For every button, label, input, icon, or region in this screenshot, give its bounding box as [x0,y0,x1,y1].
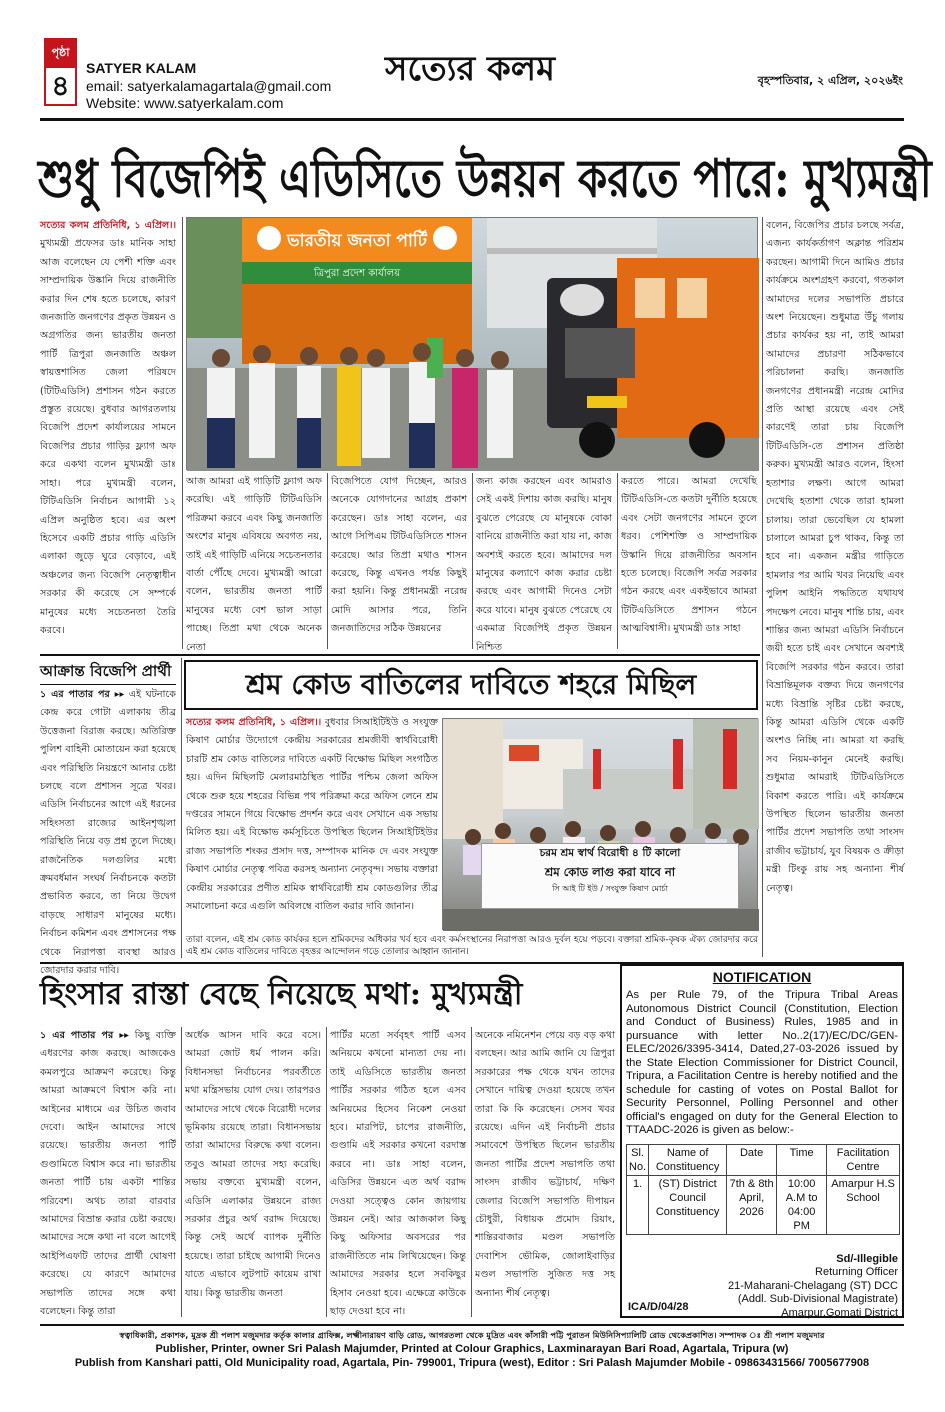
story2-text: বুধবার সিআইটিইউ ও সংযুক্ত কিষাণ মোর্চার উদ্যোগে কেন্দ্রীয় সরকারের শ্রমজীবী স্বার্থবিরোধী চারটি শ্রম কোড বাতিলের দাবিতে একটি বিক্ষোভ মিছিল সংগঠিত হয়। এদিন মিছিলটি মেলারমাঠস্থিত পার্টির পশ্চিম জেলা অফিস থেকে শুরু হয়ে শহরের বিভিন্ন পথ পরিক্রমা করে অফিস লেনে শ্রম দপ্তরের সামনে গিয়ে বিক্ষোভ প্রদর্শন করে এবং সেখানে এক সভায় মিলিত হয়। এই বিক্ষোভ কর্মসূচিতে উপস্থিত ছিলেন সিআইটিইউর রাজ্য সভাপতি শংকর প্রসাদ দত্ত, সম্পাদক মানিক দে এবং সংযুক্ত কিষাণ মোর্চার নেতৃত্ব পবিত্র করসহ অন্যান্য নেতৃবৃন্দ। সভায় বক্তারা কেন্দ্রীয় সরকারের প্রণীত শ্রমিক স্বার্থবিরোধী শ্রম কোডগুলির তীব্র সমালোচনা করে এগুলি অবিলম্বে বাতিল করার দাবি জানান। [186,717,438,913]
story3-jump: ১ এর পাতার পর ▸▸ [40,1030,129,1041]
notification-box [620,964,904,1318]
notification-ref: ICA/D/04/28 [628,1301,689,1313]
sidebar-text: এই ঘটনাকে কেন্দ্র করে গোটা এলাকায় তীব্র উত্তেজনা বিরাজ করছে। অতিরিক্ত পুলিশ বাহিনী মোতায়েন করা হয়েছে এবং পরিস্থিতি নিয়ন্ত্রণে আনার চেষ্টা চলছে বলে প্রশাসন সূত্রে খবর। এডিসি নির্বাচনের আগে এই ধরনের সহিংসতা রাজ্যের আইনশৃঙ্খলা পরিস্থিতি নিয়ে বড় প্রশ্ন তুলে দিচ্ছে। রাজনৈতিক দলগুলির মধ্যে ক্রমবর্ধমান সংঘর্ষ নির্বাচনকে কতটা প্রভাবিত করবে, তা নিয়ে উদ্বেগ বাড়ছে সাধারণ মানুষের মধ্যে। নির্বাচন কমিশন এবং প্রশাসনের পক্ষ থেকে নিরাপত্তা ব্যবস্থা আরও জোরদার করার দাবি। [40,689,176,977]
story1-col4: জন্য কাজ করছেন এবং আমরাও সেই একই দিশায় কাজ করছি। মানুষ বুঝতে পেরেছে যে মানুষকে বোকা বানিয়ে রাজনীতি করা যায় না, কাজ অবশ্যই করতে হবে। আমাদের দল মানুষের কল্যাণে কাজ করার চেষ্টা করছে এবং আগামী দিনেও সেটা করে যাবে। মানুষ বুঝতে পেরেছে যে একমাত্র বিজেপিই প্রকৃত উন্নয়ন নিশ্চিত [476,476,612,653]
sidebar-headline: আক্রান্ত বিজেপি প্রার্থী [40,662,172,680]
page-number: ৪ [51,69,70,102]
col-divider [471,1027,472,1317]
paper-name-en: SATYER KALAM [86,60,197,76]
photo-banner-title: ভারতীয় জনতা পার্টি [286,231,428,251]
table-cell: 10:00 A.M to 04:00 PM [777,1175,827,1234]
col-divider [327,473,328,649]
masthead: সত্যের কলম [384,49,556,89]
sign-line: Amarpur,Gomati District [781,1306,898,1319]
story1-col3: বিজেপিতে যোগ দিচ্ছেন, আরও অনেকে যোগদানের আগ্রহ প্রকাশ করেছেন। ডাঃ সাহা বলেন, এর আগে সিপিএম টিটিএডিসিতে শাসন করেছে। আর তিপ্রা মথাও শাসন করেছে, কিন্তু এখনও পর্যন্ত কিছুই করা হয়নি। কিন্তু প্রধানমন্ত্রী নরেন্দ্র মোদি আসার পরে, তিনি জনজাতিদের সঠিক উন্নয়নের [331,476,467,635]
sidebar-jump: ১ এর পাতার পর ▸▸ [40,689,125,700]
col-divider [326,1027,327,1317]
table-header: Facilitation Centre [827,1144,900,1175]
story2-body [186,714,438,936]
website-line: Website: www.satyerkalam.com [86,95,284,111]
issue-date: বৃহস্পতিবার, ২ এপ্রিল, ২০২৬ইং [757,74,903,87]
col-divider [182,217,183,649]
story1-lead: মুখ্যমন্ত্রী প্রফেসর ডাঃ মানিক সাহা আজ বলেছেন যে পেশী শক্তি এবং সাম্প্রদায়িক উষ্কানি দিয়ে রাজনীতি করার দিন শেষ হতে চলেছে, কারণ জনজাতি জনগণের প্রকৃত উন্নয়ন ও অগ্রগতির জন্য ভারতীয় জনতা পার্টি ত্রিপুরা জনজাতি অঞ্চল স্বায়ত্তশাসিত জেলা পরিষদে (টিটিএডিসি) প্রশাসন গঠন করতে প্রস্তুত রয়েছে। বুধবার আগরতলায় বিজেপি প্রদেশ কার্যালয়ের সামনে বিজেপির প্রচার গাড়ির ফ্ল্যাগ অফ করে একথা বলেন মুখ্যমন্ত্রী ডাঃ সাহা। পরে মুখ্যমন্ত্রী বলেন, টিটিএডিসি নির্বাচন আগামী ১২ এপ্রিল অনুষ্ঠিত হবে। এর অংশ হিসেবে একটি প্রচার গাড়ি এডিসি এলাকা জুড়ে ঘুরে বেড়াবে, এই অঞ্চলের জন্য বিজেপি নেতৃত্বাধীন সরকার কী করেছে সে সম্পর্কে মানুষের মধ্যে সচেতনতা তৈরি করবে। [40,238,176,636]
story1-col6: বলেন, বিজেপির প্রচার চলছে সর্বত্র, এজন্য কার্যকর্তাগণ অক্লান্ত পরিশ্রম করছেন। আগামী দিনে আমিও প্রচার কার্যক্রমে অংশগ্রহণ করবো, গতকাল আমাদের দলের সভাপতি প্রচারে অংশ নিয়েছেন। শুধুমাত্র উঁচু গলায় প্রচার কার্যকর হয় না, তাই আমরা আমাদের প্রচারণা সঠিকভাবে পরিচালনা করছি। জনজাতি জনগণের প্রধানমন্ত্রী নরেন্দ্র মোদির প্রতি আস্থা রয়েছে এবং সেই কারণেই তারা চায় বিজেপি টিটিএডিসি-তে প্রশাসন প্রতিষ্ঠা করুক। মুখ্যমন্ত্রী আরও বলেন, হিংসা হতাশার লক্ষণ। আগে আমরা দেখেছি হতাশা থেকে তারা হামলা চালায়। তারা ভেবেছিল যে হামলা চালালে আমরা চুপ থাকব, কিন্তু তা হবে না। একজন মন্ত্রীর গাড়িতে হামলার পর আমি খবর নিয়েছি এবং পুলিশ আইনি পদ্ধতিতে যথাযথ পদক্ষেপ নেবে। মানুষ শান্তি চায়, এবং শান্তির জন্য আমরা এডিসি নির্বাচনে জয়ী হতে চাই এবং সেখানে অবশ্যই বিজেপি সরকার গঠন করবে। তারা বিভ্রান্তিমূলক বক্তব্য দিয়ে জনগণের মধ্যে বিভ্রান্তি সৃষ্টির চেষ্টা করছে, কিন্তু আমরা এডিসি থেকে একটি অংশও নিচ্ছি না। আমরা যা করছি সব নিয়ম-কানুন মেনেই করছি। শুধুমাত্র আমরাই টিটিএডিসিতে বিকাশ করতে পারি। এই কার্যক্রমে উপস্থিত ছিলেন ভারতীয় জনতা পার্টির প্রদেশ সভাপতি তথা সাংসদ রাজীব ভট্টাচার্য, যুব বিষয়ক ও ক্রীড়া মন্ত্রী টিংকু রায় সহ অন্যান্য শীর্ষ নেতৃত্ব। [766,220,904,894]
sidebar-body [40,686,176,977]
sidebar-rule [40,684,176,685]
story2-photo [442,718,758,930]
story3-col2: অর্ধেক আসন দাবি করে বসে। আমরা জোট ধর্ম পালন করি। বিধানসভা নির্বাচনের পরবর্তীতে মথা মন্ত্রিসভায় যোগ দেয়। তারপরও আমাদের সাথে থেকে বিরোধী দলের ভূমিকায় রয়েছে তারা। বিধানসভায় তারা আমাদের বিরুদ্ধে কথা বলেন। তবুও আমরা তাদের সহ্য করেছি। সভায় বক্তব্যে মুখ্যমন্ত্রী বলেন, এডিসি এলাকার উন্নয়নে রাজ্য সরকার প্রচুর অর্থ বরাদ্দ দিয়েছে। কিন্তু সেই অর্থে ব্যাপক দুর্নীতি হয়েছে। তারা চাইছে আগামী দিনেও যাতে এভাবে লুটপাট কায়েম রাখা যায়। কিন্তু ভারতীয় জনতা [185,1030,321,1299]
story1-headline: শুধু বিজেপিই এডিসিতে উন্নয়ন করতে পারে: মুখ্যমন্ত্রী [38,147,932,209]
story1-photo [186,217,758,470]
page-word: পৃষ্ঠা [46,40,75,68]
rally-banner-line3: সি আই টি ইউ / সংযুক্ত কিষাণ মোর্চা [552,884,668,893]
story3-headline: হিংসার রাস্তা বেছে নিয়েছে মথা: মুখ্যমন্ত্রী [40,977,523,1012]
story1-col1 [40,217,176,649]
table-cell: 7th & 8th April, 2026 [727,1175,777,1234]
story3-col3: পার্টির মতো সর্ববৃহৎ পার্টি এসব অনিয়মে কখনো মান্যতা দেয় না। তাই এডিসিতে ভারতীয় জনতা পার্টির সরকার গঠিত হলে এসব অনিয়মের হিসেব নিকেশ নেওয়া হবে। মারপিট, চাপের রাজনীতি, গুণ্ডামি এই সরকার কখনো বরদাস্ত করবে না। ডাঃ সাহা বলেন, এডিসির উন্নয়নে এত অর্থ বরাদ্দ দেওয়া সত্ত্বেও কোন জায়গায় উন্নয়ন নেই। আর আজকাল কিছু কিছু অফিসার অবসরের পর রাজনীতিতে নাম লিখিয়েছেন। কিন্তু আমাদের সরকার হলে সবকিছুর হিসাব নেওয়া হবে। এক্ষেত্রে কাউকে ছাড় দেওয়া হবে না। [330,1030,466,1318]
col-divider [762,217,763,957]
story2-body-bottom: তারা বলেন, এই শ্রম কোড কার্যকর হলে শ্রমিকদের অধিকার খর্ব হবে এবং কর্মসংস্থানের নিরাপত্তা আরও দুর্বল হয়ে পড়বে। বক্তারা শ্রমিক-কৃষক ঐক্য জোরদার করে এই শ্রম কোড বাতিলের দাবিতে বৃহত্তর আন্দোলন গড়ে তোলার আহ্বান জানান। [186,935,758,957]
facilitation-table [626,1144,900,1235]
table-cell: (ST) District Council Constituency [649,1175,727,1234]
rally-banner-line2: শ্রম কোড লাগু করা যাবে না [544,865,676,879]
table-header: Name of Constituency [649,1144,727,1175]
footer-rule [40,1324,904,1326]
notification-body: As per Rule 79, of the Tripura Tribal Areas Autonomous District Council (Constitution, Election and Conduct of Business) Rules, 1985 and in pursuance with letter No..2(17)/EC/DC/GEN-ELEC/2026/3395-3414, Dated,27-03-2026 issued by the State Election Commissioner for District Council, Tripura, a Facilitation Centre is hereby notified and the schedule for casting of votes on Postal Ballot for Security Personnel, Polling Personnel and other official's engaged on duty for the General Election to TTAADC-2026 is given as below:- [626,989,898,1136]
table-cell: Amarpur H.S School [827,1175,900,1234]
footer-imprint-en1: Publisher, Printer, owner Sri Palash Majumder, Printed at Colour Graphics, Laxminarayan Bari Road, Agartala, Tripura (w) [155,1343,789,1355]
sign-line: (Addl. Sub-Divisional Magistrate) [737,1293,898,1305]
header-rule [40,118,904,121]
page-tab [44,38,77,106]
story2-headline: শ্রম কোড বাতিলের দাবিতে শহরে মিছিল [245,668,697,701]
story3-col4: অনেকে নমিনেশন পেয়ে বড় বড় কথা বলছেন। আর আমি জানি যে ত্রিপুরা সরকারের পক্ষ থেকে যখন তাদের সেখানে দায়িত্ব দেওয়া হয়েছে তখন তারা কি কি করেছেন। সেসব খবর রয়েছে। এদিন এই নির্বাচনী প্রচার সমাবেশে উপস্থিত ছিলেন ভারতীয় জনতা পার্টির প্রদেশ সভাপতি তথা সাংসদ রাজীব ভট্টাচার্য, দক্ষিণ জেলার বিজেপি সভাপতি দীপায়ন চৌধুরী, বিধায়ক প্রমোদ রিয়াং, শান্তিরবাজার মণ্ডল সভাপতি দেবাশিস ভৌমিক, জোলাইবাড়ির মণ্ডল সভাপতি সুজিত দত্ত সহ অন্যান্য শীর্ষ নেতৃত্ব। [475,1030,615,1299]
col-divider [617,473,618,649]
photo-banner-sub: ত্রিপুরা প্রদেশ কার্যালয় [313,268,401,279]
story3-col1 [40,1027,176,1317]
story1-credit: সত্যের কলম প্রতিনিধি, ১ এপ্রিল।। [40,220,176,231]
story3-col1-text: কিছু ব্যক্তি এধরণের কাজ করছে। আজকেও কমলপুরে আক্রমণ করেছে। কিন্তু আমরা আক্রমণে বিশ্বাস করি না। আইনের মাধ্যমে এর উচিত জবাব দেবো। আইন আমাদের সাথে রয়েছে। ভারতীয় জনতা পার্টি গুণ্ডামিতে বিশ্বাস করে না। ভারতীয় জনতা পার্টি চায় একটা শান্তির পরিবেশ। অথচ তারা বারবার আমাদের বিভ্রান্ত করার চেষ্টা করছে। আমাদের সঙ্গে কথা না বলে আগেই আইপিএফটি তাদের প্রার্থী ঘোষণা করেছে। যে কারণে আমাদের সভাপতি তাদের সঙ্গে কথা বলেছেন। কিন্তু তারা [40,1030,176,1318]
table-header: Time [777,1144,827,1175]
notification-title: NOTIFICATION [712,969,812,985]
story1-col2: আজ আমরা এই গাড়িটি ফ্ল্যাগ অফ করেছি। এই গাড়িটি টিটিএডিসি পরিক্রমা করবে এবং কিছু জনজাতি অংশের মানুষ এবিষয়ে অবগত নয়, তাই এই গাড়িটি এনিয়ে সচেতনতার বার্তা পৌঁছে দেবে। মুখ্যমন্ত্রী আরো বলেন, ভারতীয় জনতা পার্টি মানুষের মধ্যে বেশ ভাল সাড়া পাচ্ছে। তিপ্রা মথা থেকে অনেক নেতা [186,476,322,653]
email-line: email: satyerkalamagartala@gmail.com [86,78,332,94]
rally-banner-line1: চরম শ্রম স্বার্থ বিরোধী ৪ টি কালো [539,847,681,859]
rally-banner [481,843,739,909]
table-header-row [627,1144,900,1175]
story2-credit: সত্যের কলম প্রতিনিধি, ১ এপ্রিল।। [186,717,322,728]
section-rule [40,654,760,656]
footer-imprint-en2: Publish from Kanshari patti, Old Municipality road, Agartala, Pin- 799001, Tripura (west), Editor : Sri Palash Majumder Mobile - 09863431566/ 7005677908 [74,1357,870,1369]
table-row [627,1175,900,1234]
col-divider [181,1027,182,1317]
sign-line: Returning Officer [815,1266,898,1278]
story2-headline-box [184,660,758,710]
sign-line: Sd/-Illegible [836,1252,898,1265]
sign-line: 21-Maharani-Chelagang (ST) DCC [728,1279,898,1292]
story1-col5: করতে পারে। আমরা দেখেছি টিটিএডিসি-তে কতটা দুর্নীতি হয়েছে এবং সেটা জনগণের সামনে তুলে ধরব। পেশিশক্তি ও সাম্প্রদায়িক উস্কানি দিয়ে রাজনীতির অবসান হতে চলেছে। বিজেপি সর্বত্র সরকার গঠন করছে এবং একইভাবে আমরা টিটিএডিসিতে প্রশাসন গঠনে আত্মবিশ্বাসী। মুখ্যমন্ত্রী ডাঃ সাহা [621,476,757,635]
table-header: Sl. No. [627,1144,649,1175]
footer-imprint-bn: স্বত্বাধিকারী, প্রকাশক, মুদ্রক শ্রী পলাশ মজুমদার কর্তৃক কালার গ্রাফিক্স, লক্ষ্মীনারায়ণ বাড়ি রোড, আগরতলা থেকে মুদ্রিত এবং কাঁসারী পট্টি পুরাতন মিউনিসিপ্যালিটি রোড থেকেপ্রকাশিত। সম্পাদক ঃ শ্রী পলাশ মজুমদার [119,1330,825,1340]
table-cell: 1. [627,1175,649,1234]
col-divider [472,473,473,649]
table-header: Date [727,1144,777,1175]
col-divider [181,658,182,958]
